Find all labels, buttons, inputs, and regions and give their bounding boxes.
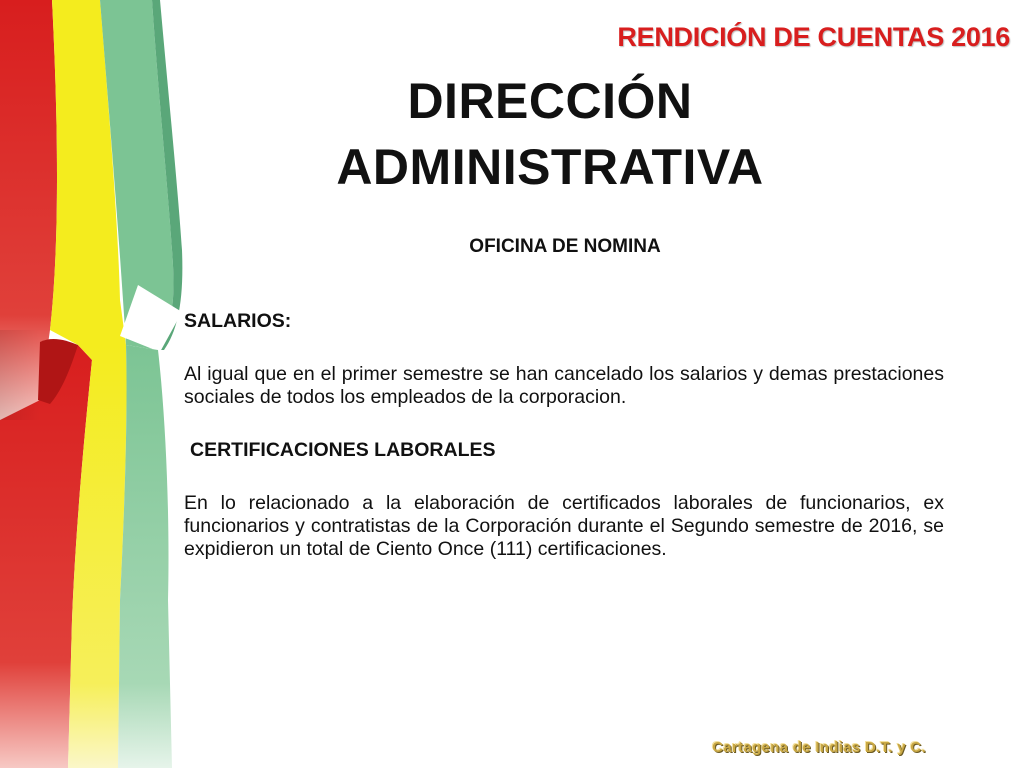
- report-header-tag: RENDICIÓN DE CUENTAS 2016: [617, 22, 1010, 52]
- salarios-paragraph: Al igual que en el primer semestre se han cancelado los salarios y demas prestaciones sociales de todos los empleados de la corporacion.: [184, 363, 944, 408]
- office-subtitle: OFICINA DE NOMINA: [469, 236, 661, 257]
- page-title: [250, 68, 850, 200]
- content-body: [184, 310, 944, 561]
- page-title-line1: DIRECCIÓN: [407, 73, 693, 129]
- certificaciones-heading: CERTIFICACIONES LABORALES: [190, 439, 496, 461]
- certificaciones-paragraph: En lo relacionado a la elaboración de certificados laborales de funcionarios, ex funcionarios y contratistas de la Corporación durante el Segundo semestre de 2016, se expidieron un total de Ciento Once (111) certificaciones.: [184, 492, 944, 560]
- flag-ribbons-icon: [0, 0, 200, 768]
- footer-city: Cartagena de Indias D.T. y C.: [712, 739, 926, 756]
- page-title-line2: ADMINISTRATIVA: [336, 139, 764, 195]
- salarios-heading: SALARIOS:: [184, 310, 292, 332]
